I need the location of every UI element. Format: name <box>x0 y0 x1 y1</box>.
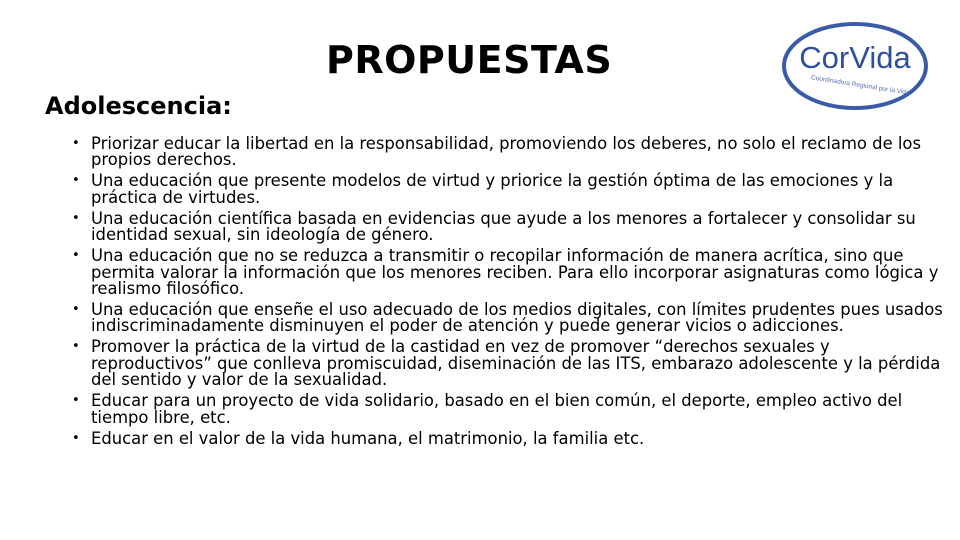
proposal-item <box>72 208 952 245</box>
proposal-text: Priorizar educar la libertad en la responsabilidad, promoviendo los deberes, no solo el reclamo de los propios derechos. <box>91 134 921 170</box>
bullet-icon: • <box>72 302 80 318</box>
proposal-item <box>72 428 952 448</box>
proposal-text: Una educación que no se reduzca a transmitir o recopilar información de manera acrítica, sino que permita valorar la información que los menores reciben. Para ello incorporar asignaturas como lógica y realismo filosófico. <box>91 246 939 299</box>
proposal-item <box>72 173 952 206</box>
proposal-text: Una educación que presente modelos de virtud y priorice la gestión óptima de las emociones y la práctica de virtudes. <box>91 171 894 207</box>
bullet-icon: • <box>72 173 80 189</box>
proposal-item <box>72 248 952 297</box>
proposal-text: Una educación que enseñe el uso adecuado de los medios digitales, con límites prudentes pues usados indiscriminadamente disminuyen el poder de atención y puede generar vicios o adicciones. <box>91 300 943 336</box>
proposal-list <box>72 136 952 452</box>
bullet-icon: • <box>72 339 80 355</box>
bullet-icon: • <box>72 393 80 409</box>
bullet-icon: • <box>72 248 80 264</box>
proposal-text: Educar para un proyecto de vida solidario, basado en el bien común, el deporte, empleo activo del tiempo libre, etc. <box>91 391 903 427</box>
bullet-icon: • <box>72 210 80 226</box>
proposal-text: Una educación científica basada en evidencias que ayude a los menores a fortalecer y consolidar su identidad sexual, sin ideología de género. <box>91 208 916 245</box>
proposal-item <box>72 339 952 388</box>
proposal-item <box>72 136 952 169</box>
section-heading: Adolescencia: <box>45 92 232 120</box>
proposal-item <box>72 302 952 335</box>
logo-tagline: Coordinadora Regional por la Vida <box>810 74 910 97</box>
bullet-icon: • <box>72 430 80 446</box>
corvida-logo <box>780 20 930 112</box>
slide-title: PROPUESTAS <box>326 38 613 82</box>
logo-wordmark: CorVida <box>799 40 911 75</box>
proposal-text: Promover la práctica de la virtud de la castidad en vez de promover “derechos sexuales y reproductivos” que conlleva promiscuidad, diseminación de las ITS, embarazo adolescente y la pérdida del sentido y valor de la sexualidad. <box>91 337 941 390</box>
proposal-text: Educar en el valor de la vida humana, el matrimonio, la familia etc. <box>91 428 645 448</box>
bullet-icon: • <box>72 136 80 151</box>
proposal-item <box>72 393 952 426</box>
